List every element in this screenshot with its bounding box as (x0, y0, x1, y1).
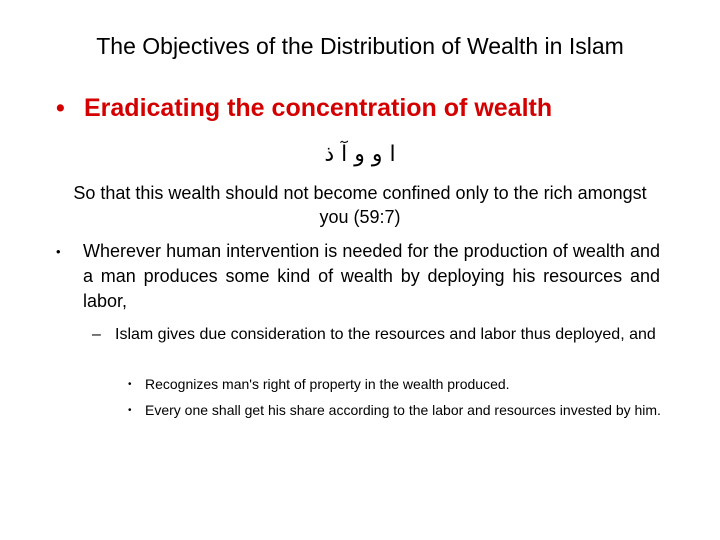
sub-sub-point (128, 373, 661, 396)
heading-point (56, 91, 552, 125)
bullet-icon: • (128, 379, 132, 390)
bullet-icon: • (56, 244, 61, 259)
sub-sub-point-text: Recognizes man's right of property in the wealth produced. (145, 376, 510, 392)
sub-point (92, 323, 660, 347)
sub-sub-point (128, 399, 661, 422)
bullet-point (56, 239, 660, 314)
arabic-verse: ا و و آ ذ (324, 142, 396, 167)
sub-point-text: Islam gives due consideration to the resources and labor thus deployed, and (115, 326, 656, 343)
bullet-text: Wherever human intervention is needed for the production of wealth and a man produces some kind of wealth by deploying his resources and labor, (83, 241, 660, 311)
sub-sub-point-text: Every one shall get his share according to the labor and resources invested by him. (145, 402, 661, 418)
heading-text: Eradicating the concentration of wealth (84, 94, 553, 122)
dash-icon: – (92, 326, 101, 343)
verse-translation: So that this wealth should not become confined only to the rich amongst you (59:7) (73, 183, 647, 227)
bullet-icon: • (128, 405, 132, 416)
bullet-icon: • (56, 94, 65, 122)
slide-title: The Objectives of the Distribution of Wealth in Islam (96, 33, 624, 59)
